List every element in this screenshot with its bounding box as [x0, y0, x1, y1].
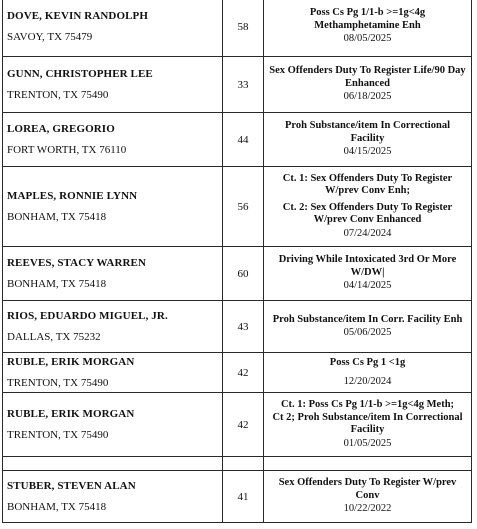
charge-text: Ct. 1: Sex Offenders Duty To Register W/prev Conv Enh; — [282, 172, 453, 197]
table-row — [3, 353, 472, 393]
inmate-age: 33 — [223, 57, 264, 113]
charge-cell — [264, 471, 472, 523]
inmate-age: 44 — [223, 113, 264, 167]
inmate-city: TRENTON, TX 75490 — [7, 89, 109, 101]
charge-cell — [264, 0, 472, 57]
charge-text: Proh Substance/item In Correctional Facility — [285, 120, 450, 144]
inmate-city: SAVOY, TX 75479 — [7, 31, 93, 43]
empty-cell — [264, 457, 472, 471]
name-cell — [3, 353, 223, 393]
charge-cell — [264, 301, 472, 353]
inmate-city: BONHAM, TX 75418 — [7, 278, 107, 290]
empty-cell — [223, 457, 264, 471]
charge-cell — [264, 353, 472, 393]
charge-text: Poss Cs Pg 1/1-b >=1g<4g Methamphetamine Enh — [309, 7, 426, 31]
inmate-name: GUNN, CHRISTOPHER LEE — [7, 68, 153, 80]
charge-date: 10/22/2022 — [343, 503, 392, 515]
empty-row — [3, 457, 472, 471]
charge-text: Poss Cs Pg 1 <1g — [329, 357, 406, 368]
inmate-name: LOREA, GREGORIO — [7, 123, 115, 135]
table-row — [3, 113, 472, 167]
name-cell — [3, 247, 223, 301]
charge-text: Proh Substance/item In Corr. Facility Enh — [272, 313, 463, 325]
inmate-age: 56 — [223, 167, 264, 247]
charge-text: Driving While Intoxicated 3rd Or More W/DW| — [278, 254, 457, 278]
inmate-name: MAPLES, RONNIE LYNN — [7, 190, 138, 202]
charge-text: Sex Offenders Duty To Register Life/90 Day Enhanced — [269, 65, 466, 89]
inmate-name: RIOS, EDUARDO MIGUEL, JR. — [7, 310, 168, 322]
inmate-name: DOVE, KEVIN RANDOLPH — [7, 10, 149, 22]
charge-date: 06/18/2025 — [343, 91, 392, 103]
inmate-city: DALLAS, TX 75232 — [7, 331, 101, 343]
charge-date: 04/15/2025 — [343, 146, 392, 158]
name-cell — [3, 0, 223, 57]
name-cell — [3, 471, 223, 523]
table-row — [3, 57, 472, 113]
table-row — [3, 301, 472, 353]
charge-text: Sex Offenders Duty To Register W/prev Conv — [278, 477, 457, 501]
charge-text: Ct. 1: Poss Cs Pg 1/1-b >=1g<4g Meth; — [280, 399, 455, 410]
charge-cell — [264, 247, 472, 301]
inmate-name: RUBLE, ERIK MORGAN — [7, 408, 135, 420]
table-row — [3, 471, 472, 523]
charge-cell — [264, 57, 472, 113]
inmate-name: REEVES, STACY WARREN — [7, 257, 147, 269]
inmate-city: BONHAM, TX 75418 — [7, 211, 107, 223]
inmate-age: 41 — [223, 471, 264, 523]
inmate-city: BONHAM, TX 75418 — [7, 501, 107, 513]
table-row — [3, 247, 472, 301]
inmate-name: STUBER, STEVEN ALAN — [7, 480, 136, 492]
charge-cell — [264, 167, 472, 247]
table-row — [3, 0, 472, 57]
name-cell — [3, 167, 223, 247]
charge-cell — [264, 393, 472, 457]
charge-date: 12/20/2024 — [343, 375, 392, 387]
charge-cell — [264, 113, 472, 167]
charge-text: Ct 2; Proh Substance/item In Correctional Facility — [272, 411, 463, 435]
inmate-city: FORT WORTH, TX 76110 — [7, 144, 127, 156]
charge-text: Ct. 2: Sex Offenders Duty To Register W/prev Conv Enhanced — [282, 201, 453, 226]
charge-date: 01/05/2025 — [343, 437, 392, 449]
inmate-age: 42 — [223, 353, 264, 393]
inmate-table — [2, 0, 472, 523]
table-row — [3, 393, 472, 457]
charge-date: 07/24/2024 — [343, 227, 392, 239]
charge-date: 05/06/2025 — [343, 327, 392, 338]
inmate-age: 42 — [223, 393, 264, 457]
inmate-city: TRENTON, TX 75490 — [7, 429, 109, 441]
table-row — [3, 167, 472, 247]
name-cell — [3, 301, 223, 353]
name-cell — [3, 57, 223, 113]
inmate-age: 58 — [223, 0, 264, 57]
inmate-age: 60 — [223, 247, 264, 301]
name-cell — [3, 113, 223, 167]
name-cell — [3, 393, 223, 457]
empty-cell — [3, 457, 223, 471]
charge-date: 08/05/2025 — [343, 33, 392, 45]
inmate-name: RUBLE, ERIK MORGAN — [7, 356, 135, 368]
charge-date: 04/14/2025 — [343, 280, 392, 292]
inmate-age: 43 — [223, 301, 264, 353]
inmate-city: TRENTON, TX 75490 — [7, 377, 109, 389]
